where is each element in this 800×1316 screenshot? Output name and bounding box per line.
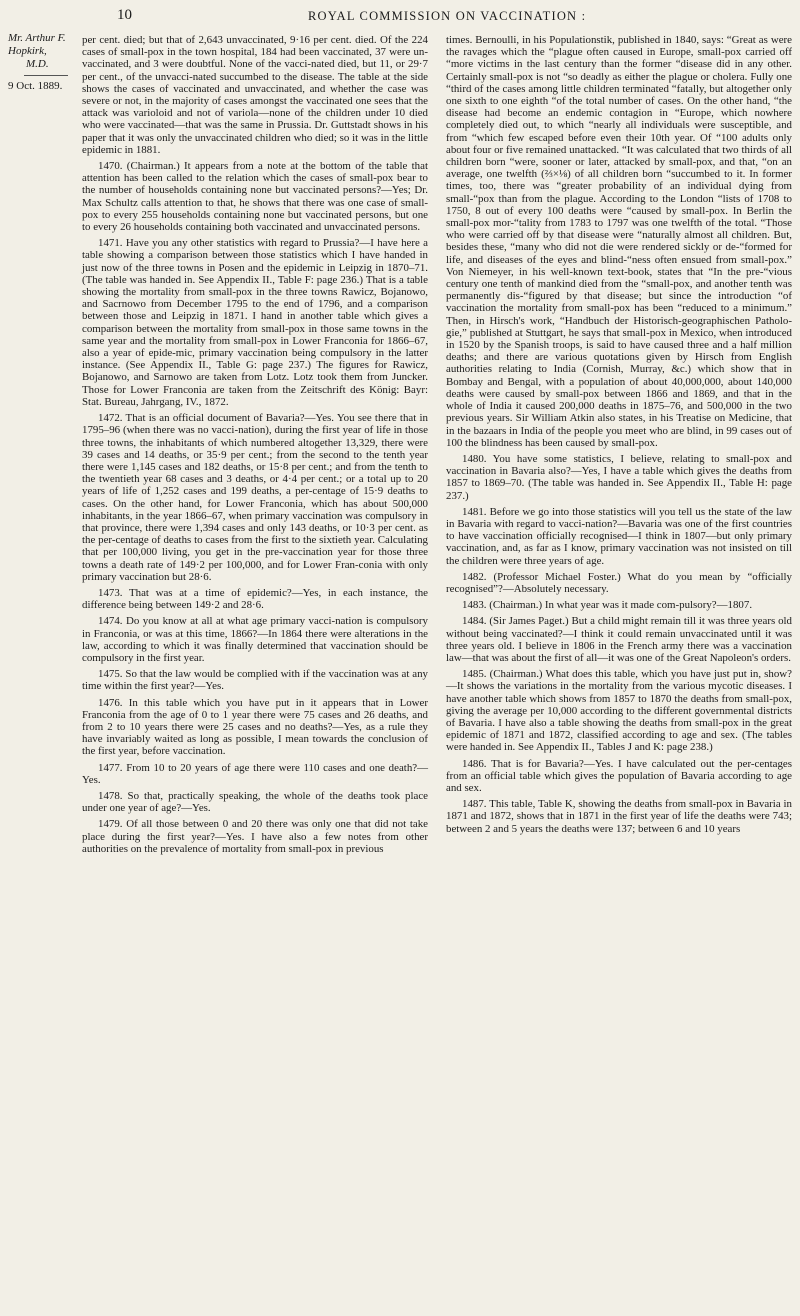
paragraph: 1470. (Chairman.) It appears from a note at the bottom of the table that attention has been called to the relation which the cases of small-pox bear to the number of households containing none but vaccinated persons?—Yes; Dr. Max Schultz calls attention to that, he shows that there was one case of small-pox to every 255 households containing none but vaccinated persons, but one to every 26 households containing both vaccinated and unvaccinated persons. xyxy=(82,160,428,234)
running-head: ROYAL COMMISSION ON VACCINATION : xyxy=(308,9,587,23)
paragraph: 1477. From 10 to 20 years of age there were 110 cases and one death?—Yes. xyxy=(82,761,428,786)
paragraph: 1471. Have you any other statistics with regard to Prussia?—I have here a table showing a comparison between those statistics which I have handed in just now of the three towns in Posen and the epidemic in Leipzig in 1870–71. (The table was handed in. See Appendix II., Table F: page 236.) That is a table showing the mortality from small-pox in the three towns Rawicz, Bojanowo, and Sacrnowo from December 1795 to the end of 1796, and a comparison between those and Leipzig in 1871. I hand in another table which gives a comparison between the mortality from small-pox in those same towns in the same year and the mortality from small-pox in Lower Franconia for 1866–67, also a year of epide-mic, primary vaccination being compulsory in the latter instance. (See Appendix II., Table G: page 237.) The figures for Rawicz, Bojanowo, and Sarnowo are taken from Lotz. Lotz took them from Juncker. Those for Lower Franconia are taken from the Zeitschrift des König: Bayr: Stat. Bureau, Jahrgang, IV., 1872. xyxy=(82,237,428,408)
paragraph: 1485. (Chairman.) What does this table, which you have just put in, show?—It shows the variations in the mortality from the various mycotic diseases. I have another table which shows from 1857 to 1870 the deaths from small-pox, giving the average per 10,000 according to the different governmental districts of Bavaria. I have also a table showing the deaths from small-pox in the great epidemic of 1871 and 1872, classified according to age and sex. (The tables were handed in. See Appendix II., Tables J and K: page 238.) xyxy=(446,668,792,754)
paragraph: 1486. That is for Bavaria?—Yes. I have calculated out the per-centages from an official table which gives the population of Bavaria according to age and sex. xyxy=(446,757,792,794)
paragraph: 1481. Before we go into those statistics will you tell us the state of the law in Bavaria with regard to vacci-nation?—Bavaria was one of the first countries to have vaccination officially recognised—I think in 1807—but only primary vaccination, and, as far as I know, primary vaccination was not insisted on till the children were three years of age. xyxy=(446,505,792,567)
paragraph: 1478. So that, practically speaking, the whole of the deaths took place under one year of age?—Yes. xyxy=(82,789,428,815)
witness-degree: M.D. xyxy=(26,58,49,70)
witness-name: Mr. Arthur F. Hopkirk, xyxy=(8,32,66,57)
page-number: 10 xyxy=(117,7,132,23)
paragraph: 1484. (Sir James Paget.) But a child might remain till it was three years old without being vaccinated?—I think it could remain unvaccinated until it was three years old. I believe in 1806 in the French army there was a vaccination law—that was about the first of all—it was one of the Great Napoleon's orders. xyxy=(446,615,792,664)
paragraph: 1487. This table, Table K, showing the deaths from small-pox in Bavaria in 1871 and 1872, shows that in 1871 in the first year of life the deaths were 743; between 2 and 5 years the deaths were 137; between 6 and 10 years xyxy=(446,798,792,835)
paragraph: 1480. You have some statistics, I believe, relating to small-pox and vaccination in Bavaria also?—Yes, I have a table which gives the deaths from 1857 to 1869–70. (The table was handed in. See Appendix II., Table H: page 237.) xyxy=(446,452,792,502)
witness-sidenote xyxy=(8,32,84,76)
left-column xyxy=(82,34,428,859)
paragraph: 1479. Of all those between 0 and 20 there was only one that did not take place during the first year?—Yes. I have also a few notes from other authorities on the prevalence of mortality from small-pox in previous xyxy=(82,818,428,855)
date-sidenote: 9 Oct. 1889. xyxy=(8,80,63,92)
paragraph: 1472. That is an official document of Bavaria?—Yes. You see there that in 1795–96 (when there was no vacci-nation), during the first year of life in those three towns, the inhabitants of which numbered altogether 13,329, there were 39 cases and 14 deaths, or 35·9 per cent.; from the second to the tenth year there were 1,145 cases and 182 deaths, or 15·8 per cent.; and from the tenth to the twentieth year 68 cases and 3 deaths, or 4·4 per cent.; or a total up to 20 years of life of 1,252 cases and 199 deaths, a per-centage of 15·9 deaths to cases. On the other hand, for Lower Franconia, which has about 500,000 inhabitants, in the year 1866–67, when primary vaccination was compulsory in that province, there were 1,394 cases and only 143 deaths, or 10·3 per cent. as the per-centage of deaths to cases from the first to the sixtieth year. Calculating that per 100,000 living, you get in the pre-vaccination year for those three towns a death rate of 149·2 per 100,000, and for Lower Fran-conia with only primary vaccination but 28·6. xyxy=(82,412,428,583)
margin-rule xyxy=(24,75,68,76)
paragraph: times. Bernoulli, in his Populationstik, published in 1840, says: “Great as were the ravages which the “plague often caused in Europe, small-pox carried off “more victims in the last century than the former “disease did in any other. Certainly small-pox is not “so deadly as either the plague or cholera. Fully one “third of the cases among little children terminated “fatally, but altogether only one sixth to one eighth “of the total number of cases. On the other hand, “the disease had become an endemic contagion in “Europe, which nowhere completely died out, to which “nearly all individuals were susceptible, and from “which few escaped before even their 10th year. Of “100 adults only about four or five remained unattacked. “It was calculated that two thirds of all children born “were, sooner or later, attacked by small-pox, and that, “on an average, one twelfth (⅔×⅛) of all children born “succumbed to it. In former times, too, there was “greater probability of an individual dying from small-“pox than from the plague. According to the London “lists of 1708 to 1750, 8 out of every 100 deaths were “caused by small-pox. In Berlin the small-pox mor-“tality from 1783 to 1797 was one twelfth of the total. “Those who were carried off by that disease were “naturally almost all children. But, besides these, “many who did not die were rendered sickly or de-“formed for life, and diseases of the eyes and blind-“ness often ensued from small-pox.” Von Niemeyer, in his well-known text-book, states that “In the pre-“vious century one tenth of mankind died from the “small-pox, and another tenth was permanently dis-“figured by that disease; but since the introduction “of vaccination the mortality from small-pox has been “reduced to a minimum.” Then, in Hirsch's work, “Handbuch der Historisch-geographischen Patholo-gie,” published at Stuttgart, he says that small-pox in Mexico, when introduced in 1520 by the Spanish troops, is said to have caused three and a half million deaths; and there are various quotations given by Hirsch from English authorities relating to India (Cornish, Murray, &c.) which show that in Bombay and Bengal, with a population of about 40,000,000, about 140,000 deaths were caused by small-pox between 1866 and 1869, and that in the whole of India it caused 200,000 deaths in 1875–76, and 500,000 in the two previous years. Sir William Atkin also states, in his Treatise on Medicine, that in the bazaars in India of the people you meet who are blind, in 99 cases out of 100 the blindness has been caused by small-pox. xyxy=(446,34,792,449)
paragraph: 1475. So that the law would be complied with if the vaccination was at any time within the first year?—Yes. xyxy=(82,668,428,693)
paragraph: 1482. (Professor Michael Foster.) What do you mean by “officially recognised”?—Absolutely necessary. xyxy=(446,570,792,595)
paragraph: 1473. That was at a time of epidemic?—Yes, in each instance, the difference being between 149·2 and 28·6. xyxy=(82,586,428,612)
paragraph: per cent. died; but that of 2,643 unvaccinated, 9·16 per cent. died. Of the 224 cases of small-pox in the town hospital, 184 had been vaccinated, 37 were un-vaccinated, and 3 were doubtful. None of the vacci-nated died, but 11, or 29·7 per cent., of the unvacci-nated succumbed to the disease. The table at the side shows the cases of vaccinated and unvaccinated, and whether the case was severe or not, in the majority of cases amongst the vaccinated one sees that the attack was varioloid and not of variola—none of the children under 10 died who were vaccinated—that was the same in Prussia. Dr. Guttstadt shows in his paper that it was only the unvaccinated children who died; so it was in the little epidemic in 1881. xyxy=(82,34,428,156)
right-column xyxy=(446,34,792,839)
paragraph: 1476. In this table which you have put in it appears that in Lower Franconia from the age of 0 to 1 year there were 75 cases and 26 deaths, and from 2 to 10 years there were 25 cases and no deaths?—Yes, as a rule they have invariably waited as long as possible, I mean towards the conclusion of the first year, before vaccination. xyxy=(82,696,428,758)
paragraph: 1474. Do you know at all at what age primary vacci-nation is compulsory in Franconia, or was at this time, 1866?—In 1864 there were alterations in the law, according to which it was finally determined that vaccination should be compulsory in the first year. xyxy=(82,615,428,664)
paragraph: 1483. (Chairman.) In what year was it made com-pulsory?—1807. xyxy=(462,599,753,612)
